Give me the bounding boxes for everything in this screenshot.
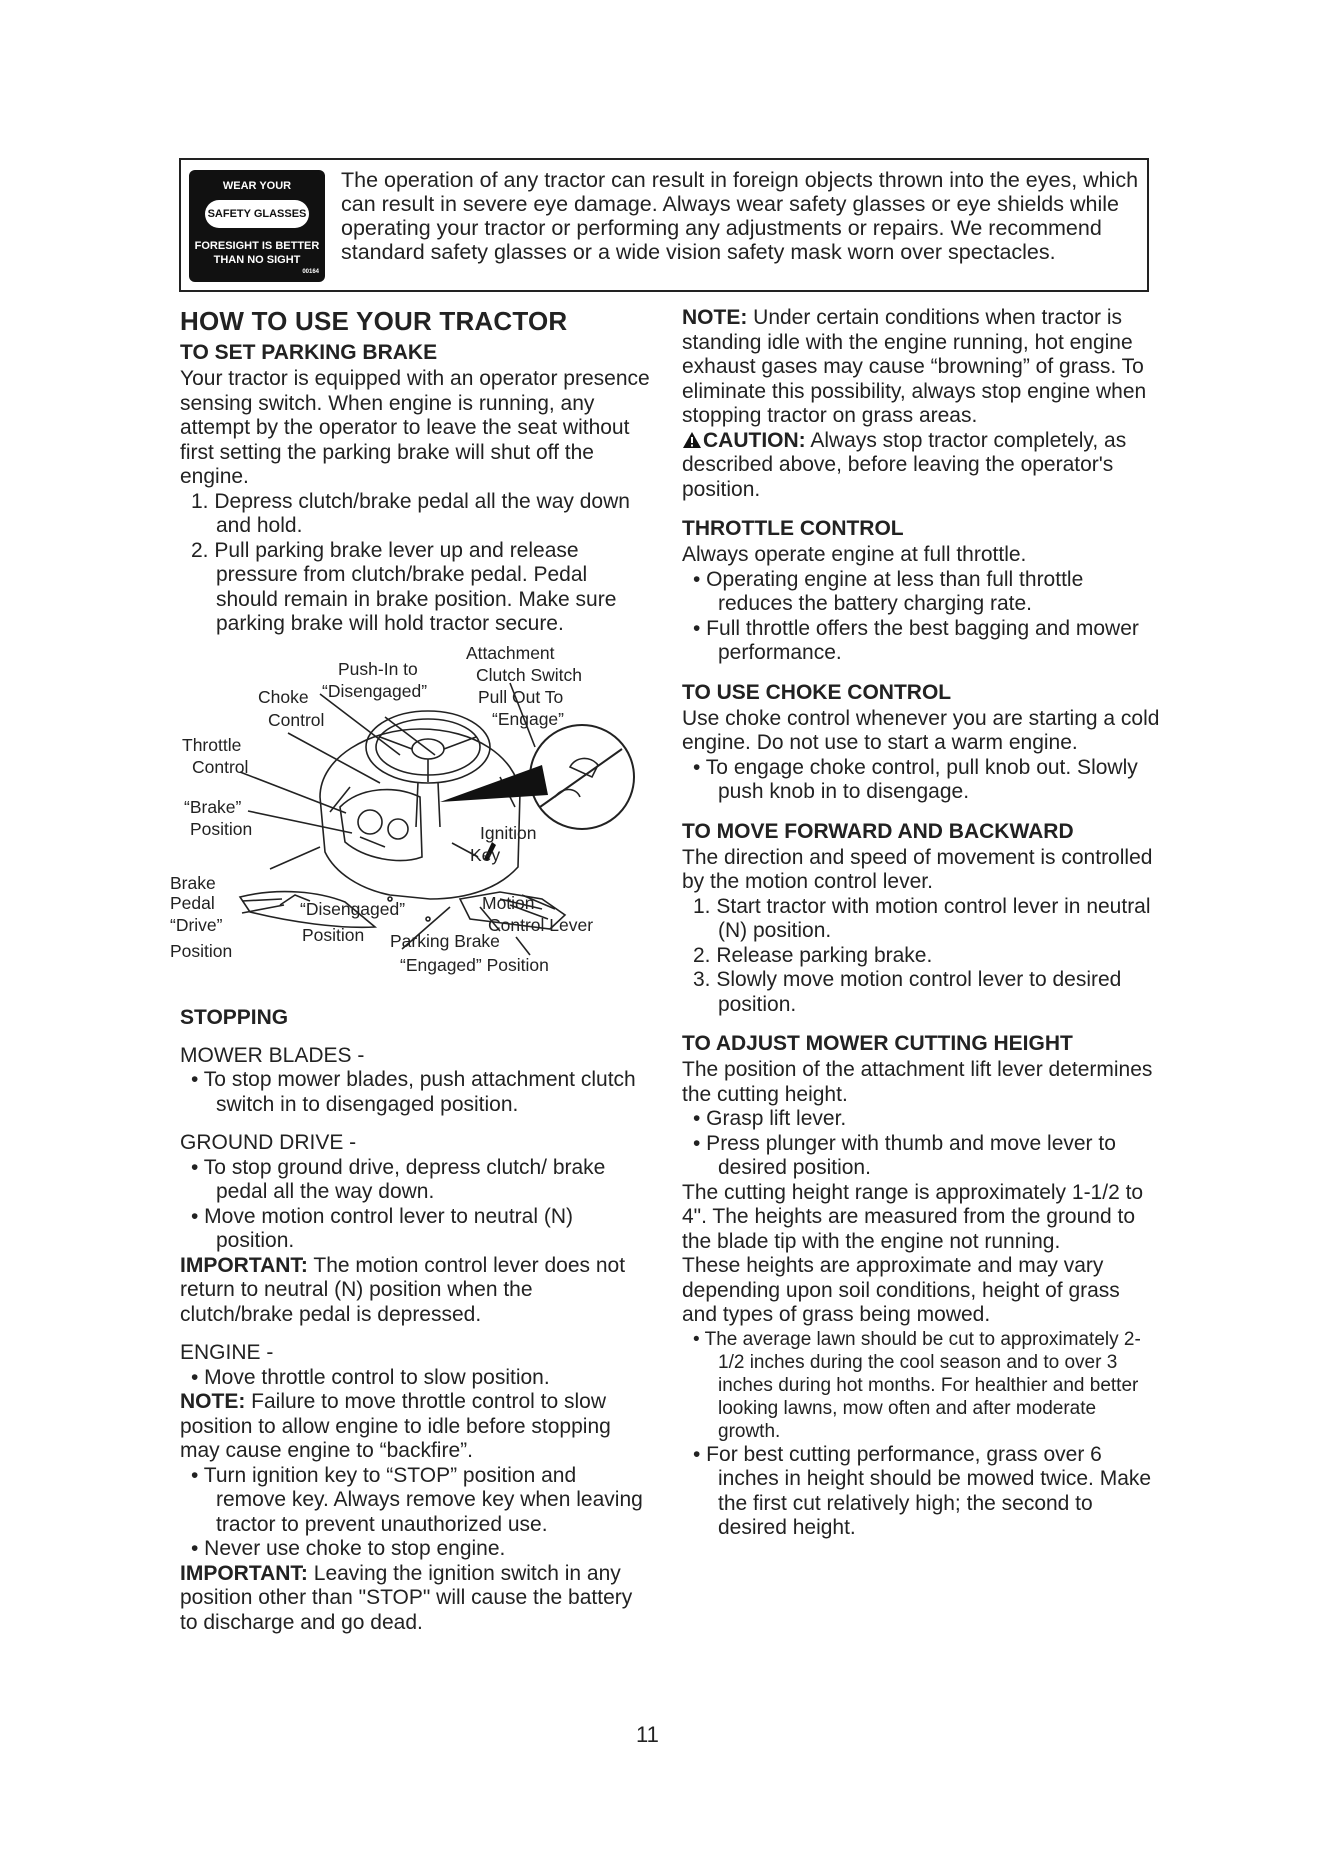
choke-bullet-1: • To engage choke control, pull knob out. Slowly push knob in to disengage. bbox=[693, 755, 1138, 803]
caution-note bbox=[682, 429, 1160, 503]
mower-blades-subheading: MOWER BLADES - bbox=[180, 1043, 365, 1067]
label-throttle: Throttle bbox=[182, 734, 242, 755]
badge-line1: WEAR YOUR bbox=[222, 180, 292, 192]
warning-text: The operation of any tractor can result in foreign objects thrown into the eyes, which can result in severe eye damage. Always wear safety glasses or eye shields while operating your tractor or performing any adjustments or repairs. We recommend standard safety glasses or a wide vision safety mask worn over spectacles. bbox=[341, 168, 1139, 264]
label-control-lever: Control Lever bbox=[488, 914, 594, 935]
label-pedal: Pedal bbox=[170, 892, 215, 913]
label-attachment: Attachment bbox=[466, 642, 555, 663]
cutting-height-bullet-3: • The average lawn should be cut to approximately 2-1/2 inches during the cool season and to over 3 inches during hot months. For healthier and better looking lawns, mow often and after moderate growth. bbox=[693, 1328, 1141, 1442]
label-key: Key bbox=[470, 844, 501, 865]
badge-line4: THAN NO SIGHT bbox=[213, 254, 301, 266]
forward-step-1: 1. Start tractor with motion control lever in neutral (N) position. bbox=[693, 894, 1151, 942]
important-note-2 bbox=[180, 1562, 650, 1636]
throttle-bullet-1: • Operating engine at less than full throttle reduces the battery charging rate. bbox=[693, 567, 1084, 615]
cutting-height-approx: These heights are approximate and may vary depending upon soil conditions, height of grass and types of grass being mowed. bbox=[682, 1254, 1120, 1326]
exhaust-note-text: Under certain conditions when tractor is standing idle with the engine running, hot engine exhaust gases may cause “browning” of grass. To eliminate this possibility, always stop engine when stopping tractor on grass areas. bbox=[682, 306, 1147, 427]
choke-intro: Use choke control whenever you are starting a cold engine. Do not use to start a warm engine. bbox=[682, 706, 1160, 754]
forward-intro: The direction and speed of movement is controlled by the motion control lever. bbox=[682, 845, 1153, 893]
right-column bbox=[682, 306, 1160, 1541]
label-parking-brake: Parking Brake bbox=[390, 930, 500, 951]
parking-step-1: 1. Depress clutch/brake pedal all the way down and hold. bbox=[191, 489, 630, 537]
exhaust-note bbox=[682, 306, 1160, 429]
label-brake: “Brake” bbox=[184, 796, 242, 817]
important-label-2: IMPORTANT: bbox=[180, 1561, 308, 1585]
parking-step-2: 2. Pull parking brake lever up and release pressure from clutch/brake pedal. Pedal should remain in brake position. Make sure parking brake will hold tractor secure. bbox=[191, 538, 617, 635]
label-throttle-control: Control bbox=[192, 756, 249, 777]
stopping-heading: STOPPING bbox=[180, 1005, 289, 1029]
mower-blades-bullet: • To stop mower blades, push attachment clutch switch in to disengaged position. bbox=[191, 1068, 636, 1116]
label-choke-control: Control bbox=[268, 709, 325, 730]
badge-code: 00164 bbox=[302, 269, 319, 275]
engine-note bbox=[180, 1390, 650, 1464]
cutting-height-bullet-1: • Grasp lift lever. bbox=[693, 1107, 847, 1130]
parking-brake-heading: TO SET PARKING BRAKE bbox=[180, 341, 438, 364]
forward-backward-heading: TO MOVE FORWARD AND BACKWARD bbox=[682, 819, 1074, 843]
engine-subheading: ENGINE - bbox=[180, 1341, 274, 1364]
badge-line2: SAFETY GLASSES bbox=[205, 200, 309, 228]
engine-note-text: Failure to move throttle control to slow position to allow engine to idle before stopping may cause engine to “backfire”. bbox=[180, 1390, 611, 1462]
ground-drive-bullet-2: • Move motion control lever to neutral (N) position. bbox=[191, 1204, 573, 1252]
label-engaged-position: “Engaged” Position bbox=[400, 954, 549, 975]
safety-glasses-warning bbox=[179, 158, 1149, 292]
throttle-heading: THROTTLE CONTROL bbox=[682, 517, 904, 540]
exhaust-note-label: NOTE: bbox=[682, 306, 748, 329]
important-label-1: IMPORTANT: bbox=[180, 1253, 308, 1277]
ground-drive-subheading: GROUND DRIVE - bbox=[180, 1131, 357, 1154]
important-text-2: Leaving the ignition switch in any position other than "STOP" will cause the battery to discharge and go dead. bbox=[180, 1561, 633, 1634]
label-choke: Choke bbox=[258, 686, 309, 707]
label-ignition: Ignition bbox=[480, 822, 537, 843]
label-disengaged-bottom: “Disengaged” bbox=[300, 898, 406, 919]
label-drive-position: Position bbox=[170, 940, 233, 961]
important-note-1 bbox=[180, 1254, 650, 1328]
page-title: HOW TO USE YOUR TRACTOR bbox=[180, 306, 568, 336]
throttle-intro: Always operate engine at full throttle. bbox=[682, 543, 1027, 566]
important-text-1: The motion control lever does not return to neutral (N) position when the clutch/brake pedal is depressed. bbox=[180, 1253, 626, 1326]
label-brake-pedal: Brake bbox=[170, 872, 216, 893]
engine-note-label: NOTE: bbox=[180, 1390, 246, 1413]
engine-bullet-3: • Never use choke to stop engine. bbox=[191, 1537, 506, 1560]
forward-step-2: 2. Release parking brake. bbox=[693, 943, 933, 967]
page-number: 11 bbox=[636, 1722, 659, 1747]
left-column bbox=[170, 306, 650, 1635]
label-drive: “Drive” bbox=[170, 914, 223, 935]
choke-heading: TO USE CHOKE CONTROL bbox=[682, 680, 952, 704]
cutting-height-heading: TO ADJUST MOWER CUTTING HEIGHT bbox=[682, 1032, 1073, 1055]
label-engage: “Engage” bbox=[492, 708, 564, 729]
label-brake-position: Position bbox=[190, 818, 253, 839]
label-disengaged-top: “Disengaged” bbox=[322, 680, 428, 701]
badge-line3: FORESIGHT IS BETTER bbox=[194, 240, 320, 252]
caution-label: CAUTION: bbox=[703, 428, 806, 452]
cutting-height-bullet-2: • Press plunger with thumb and move lever to desired position. bbox=[693, 1131, 1116, 1179]
throttle-bullet-2: • Full throttle offers the best bagging and mower performance. bbox=[693, 616, 1139, 664]
cutting-height-bullet-4: • For best cutting performance, grass over 6 inches in height should be mowed twice. Make the first cut relatively high; the second to desired height. bbox=[693, 1442, 1152, 1539]
ground-drive-bullet-1: • To stop ground drive, depress clutch/ brake pedal all the way down. bbox=[191, 1155, 606, 1203]
caution-triangle-icon bbox=[682, 431, 702, 449]
tractor-controls-diagram bbox=[170, 637, 650, 991]
label-motion: Motion bbox=[482, 892, 535, 913]
safety-glasses-badge bbox=[189, 170, 325, 282]
cutting-height-range: The cutting height range is approximately 1-1/2 to 4". The heights are measured from the ground to the blade tip with the engine not running. bbox=[682, 1180, 1144, 1253]
label-push-in: Push-In to bbox=[338, 658, 418, 679]
engine-bullet-1: • Move throttle control to slow position. bbox=[191, 1365, 550, 1389]
caution-text: Always stop tractor completely, as described above, before leaving the operator's position. bbox=[682, 428, 1127, 501]
label-clutch-switch: Clutch Switch bbox=[476, 664, 583, 685]
parking-brake-intro: Your tractor is equipped with an operator presence sensing switch. When engine is running, any attempt by the operator to leave the seat without first setting the parking brake will shut off the engine. bbox=[180, 367, 650, 488]
forward-step-3: 3. Slowly move motion control lever to desired position. bbox=[693, 968, 1122, 1016]
label-disengaged-position: Position bbox=[302, 924, 365, 945]
cutting-height-intro: The position of the attachment lift lever determines the cutting height. bbox=[682, 1058, 1153, 1106]
engine-bullet-2: • Turn ignition key to “STOP” position and remove key. Always remove key when leaving tractor to prevent unauthorized use. bbox=[191, 1463, 643, 1536]
label-pull-out: Pull Out To bbox=[478, 686, 564, 707]
